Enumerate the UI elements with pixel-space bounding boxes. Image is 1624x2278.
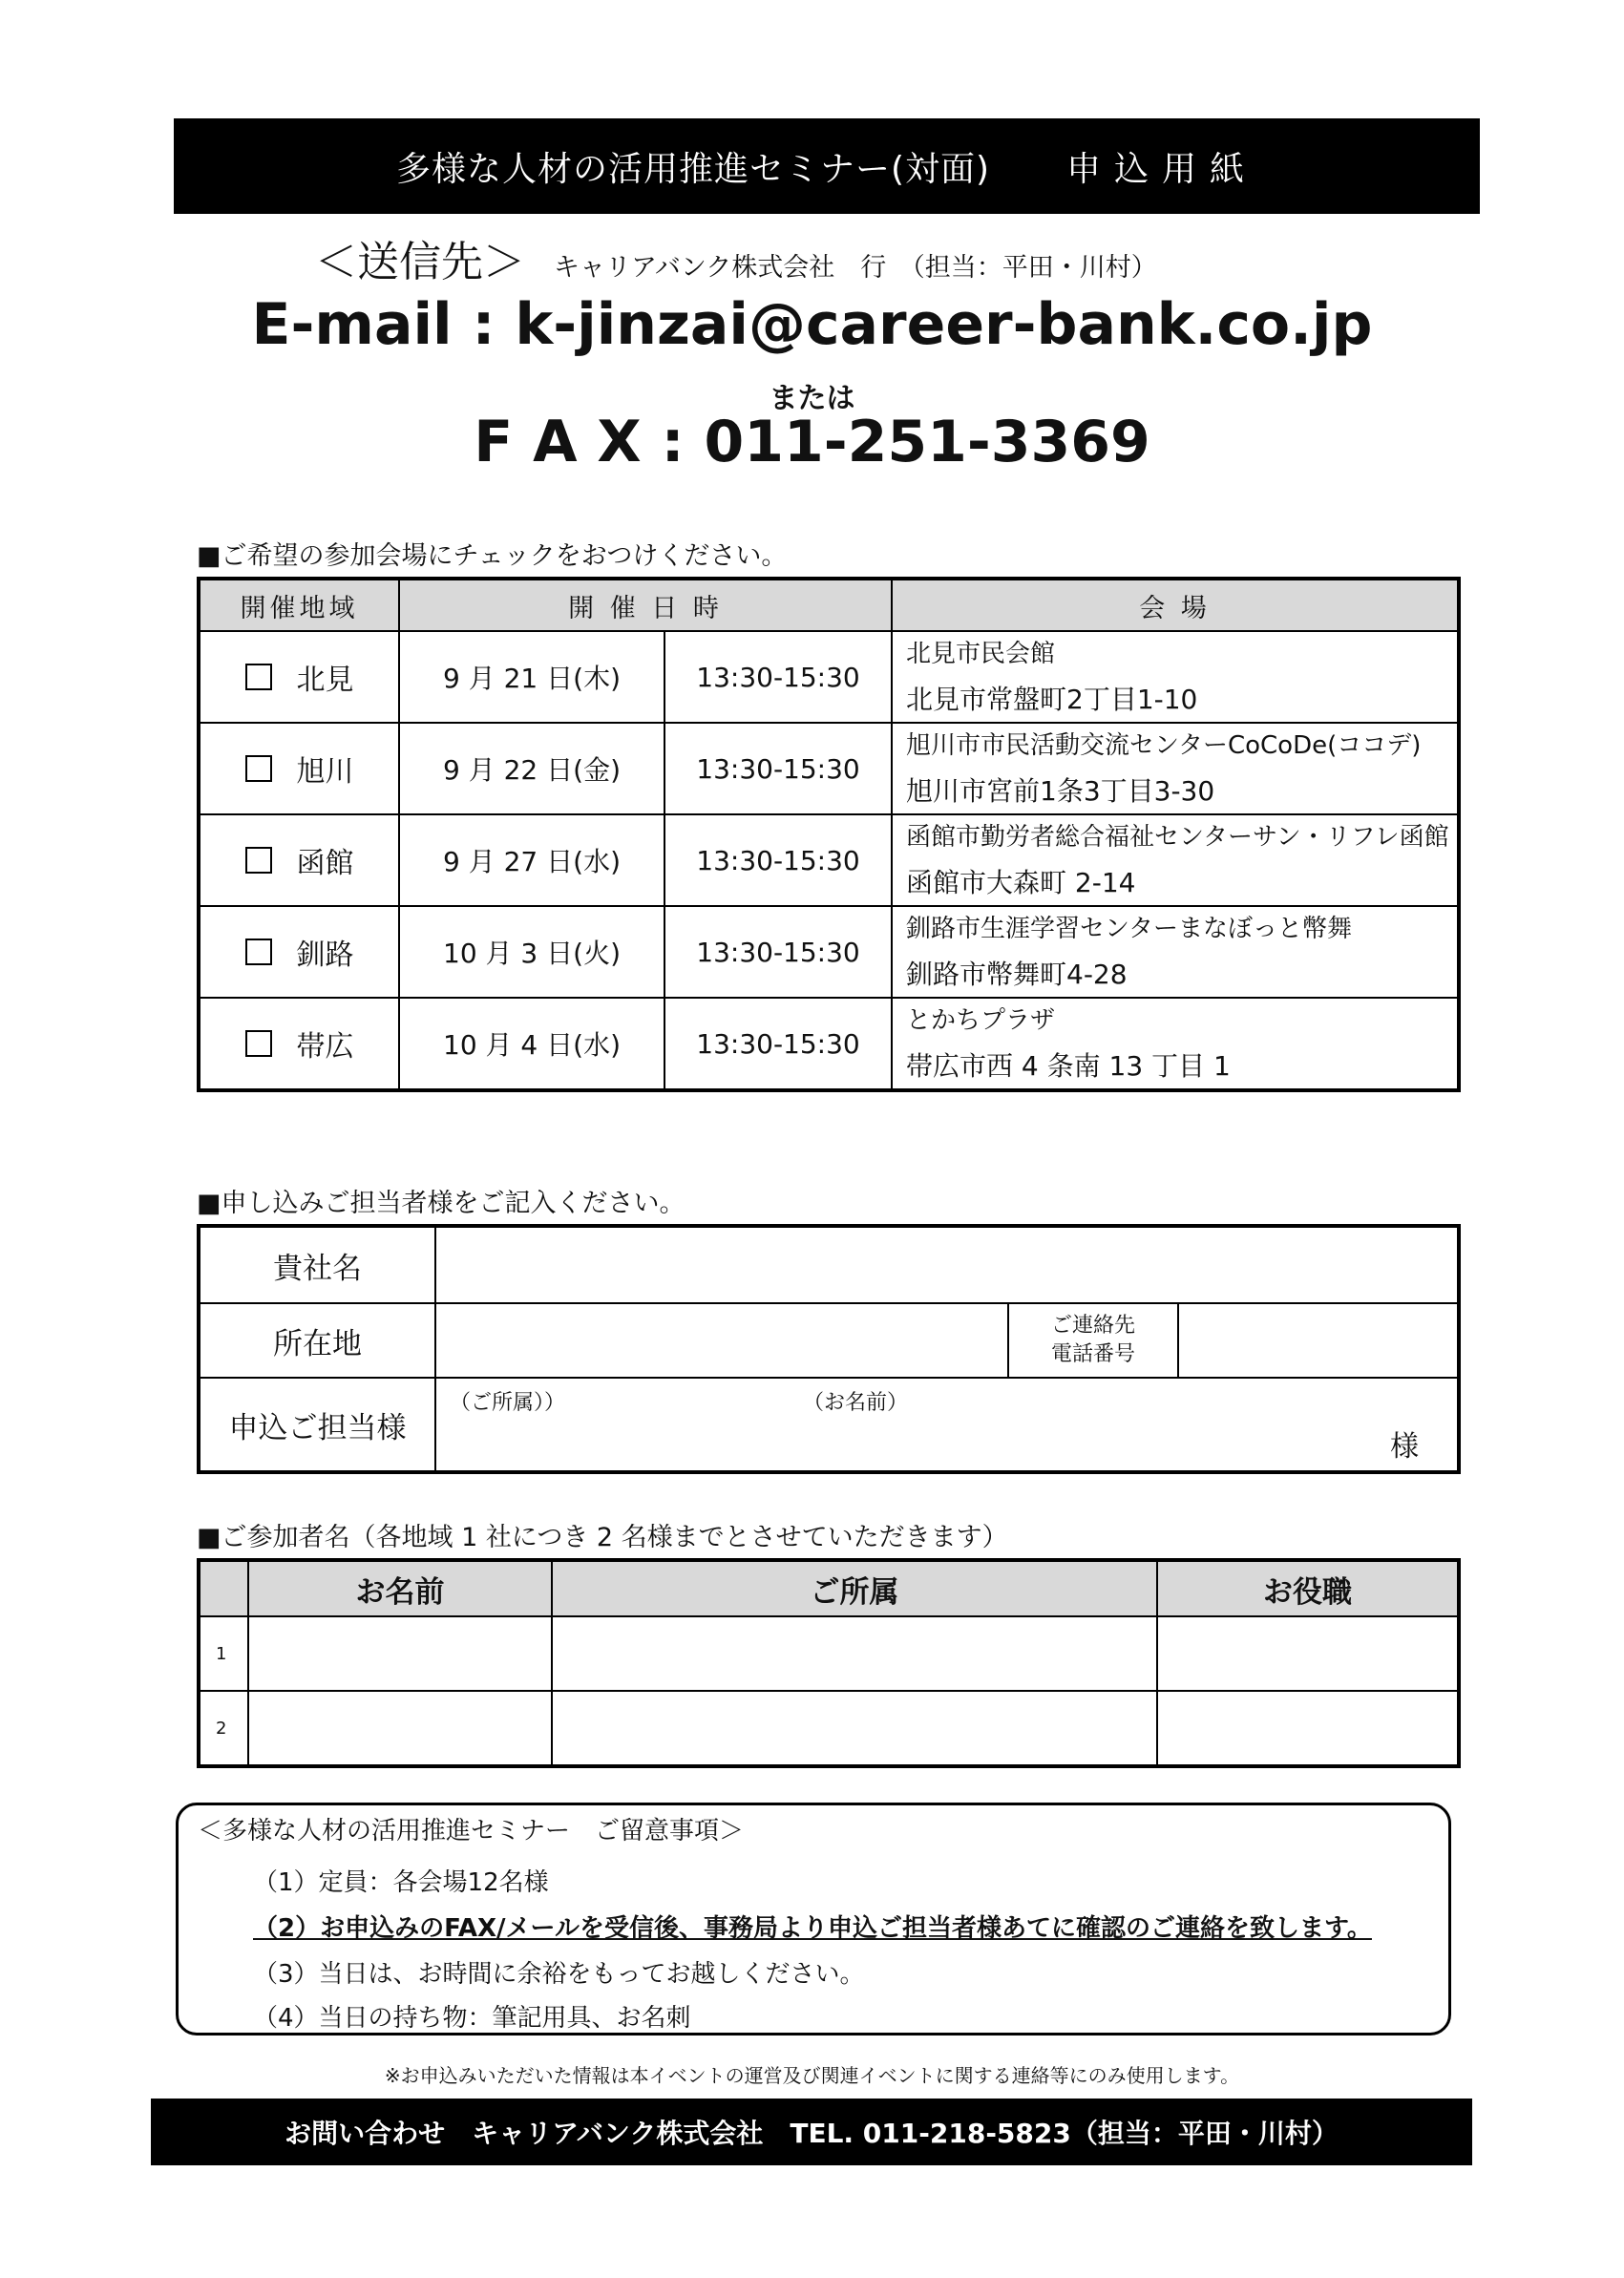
note-item: （4）当日の持ち物：筆記用具、お名刺 — [253, 2004, 691, 2033]
region-name: 帯広 — [296, 1030, 354, 1064]
row-number: 2 — [199, 1691, 248, 1766]
region-name: 函館 — [296, 847, 354, 880]
phone-input[interactable] — [1178, 1303, 1459, 1378]
person-input[interactable] — [435, 1378, 1459, 1472]
notes-heading: ＜多様な人材の活用推進セミナー ご留意事項＞ — [198, 1817, 745, 1846]
participant-row — [199, 1691, 1459, 1766]
event-time: 13:30-15:30 — [664, 998, 892, 1090]
venue-section-label: ■ご希望の参加会場にチェックをおつけください。 — [197, 541, 788, 571]
event-date: 9 月 22 日(金) — [399, 723, 664, 814]
event-time: 13:30-15:30 — [664, 906, 892, 998]
header-datetime: 開 催 日 時 — [399, 579, 892, 631]
footer-inquiry: お問い合わせ — [285, 2118, 446, 2149]
venue-checkbox-kushiro[interactable] — [245, 939, 272, 965]
send-to-label: ＜送信先＞ — [315, 238, 525, 286]
venue-address: 帯広市西 4 条南 13 丁目 1 — [906, 1050, 1231, 1082]
participant-name-input[interactable] — [248, 1616, 552, 1691]
venue-name: とかちプラザ — [906, 1006, 1056, 1035]
venue-name: 北見市民会館 — [906, 640, 1056, 668]
event-time: 13:30-15:30 — [664, 814, 892, 906]
contact-section-label: ■申し込みご担当者様をご記入ください。 — [197, 1189, 685, 1218]
header-region: 開催地域 — [199, 579, 399, 631]
participant-name-input[interactable] — [248, 1691, 552, 1766]
notes-box — [176, 1803, 1451, 2035]
venue-row — [199, 814, 1459, 906]
participants-section-label: ■ご参加者名（各地域 1 社につき 2 名様までとさせていただきます） — [197, 1523, 1008, 1552]
header-number — [199, 1560, 248, 1616]
venue-checkbox-kitami[interactable] — [245, 664, 272, 690]
header-name: お名前 — [248, 1560, 552, 1616]
participants-table — [197, 1558, 1461, 1768]
address-input[interactable] — [435, 1303, 1008, 1378]
event-date: 10 月 3 日(火) — [399, 906, 664, 998]
privacy-footnote: ※お申込みいただいた情報は本イベントの運営及び関連イベントに関する連絡等にのみ使用します。 — [384, 2064, 1240, 2087]
venue-address: 旭川市宮前1条3丁目3-30 — [906, 775, 1215, 807]
footer-tel: TEL. 011-218-5823（担当：平田・川村） — [790, 2118, 1339, 2149]
venue-address: 釧路市幣舞町4-28 — [906, 959, 1128, 990]
or-text: または — [769, 382, 855, 415]
title-bar — [174, 118, 1480, 214]
company-label: 貴社名 — [199, 1226, 435, 1303]
venue-row — [199, 723, 1459, 814]
venue-table — [197, 577, 1461, 1092]
company-input[interactable] — [435, 1226, 1459, 1303]
name-hint: （お名前） — [803, 1391, 909, 1415]
participant-row — [199, 1616, 1459, 1691]
venue-row — [199, 998, 1459, 1090]
person-label: 申込ご担当様 — [199, 1378, 435, 1472]
form-label: 申込用紙 — [1066, 149, 1258, 189]
venue-address: 函館市大森町 2-14 — [906, 867, 1136, 898]
venue-row — [199, 906, 1459, 998]
participant-dept-input[interactable] — [552, 1616, 1157, 1691]
venue-name: 釧路市生涯学習センターまなぼっと幣舞 — [906, 915, 1352, 943]
venue-address: 北見市常盤町2丁目1-10 — [906, 684, 1198, 715]
fax-line: F A X : 011-251-3369 — [474, 409, 1150, 475]
event-time: 13:30-15:30 — [664, 723, 892, 814]
note-item: （3）当日は、お時間に余裕をもってお越しください。 — [253, 1960, 865, 1989]
participant-position-input[interactable] — [1157, 1616, 1459, 1691]
venue-header-row — [199, 579, 1459, 631]
venue-checkbox-obihiro[interactable] — [245, 1030, 272, 1057]
email-line: E-mail : k-jinzai@career-bank.co.jp — [251, 291, 1373, 358]
footer-company: キャリアバンク株式会社 — [472, 2118, 764, 2149]
header-dept: ご所属 — [552, 1560, 1157, 1616]
venue-checkbox-asahikawa[interactable] — [245, 755, 272, 782]
event-date: 9 月 21 日(木) — [399, 631, 664, 723]
page-title: 多様な人材の活用推進セミナー(対面) — [395, 149, 991, 189]
dept-hint: （ご所属）） — [450, 1391, 566, 1415]
venue-name: 旭川市市民活動交流センターCoCoDe(ココデ) — [906, 731, 1422, 760]
participant-dept-input[interactable] — [552, 1691, 1157, 1766]
venue-name: 函館市勤労者総合福祉センターサン・リフレ函館 — [906, 823, 1449, 852]
note-item: （1）定員：各会場12名様 — [253, 1868, 549, 1897]
region-name: 釧路 — [296, 939, 354, 972]
send-to-company: キャリアバンク株式会社 行 （担当：平田・川村） — [554, 253, 1157, 283]
contact-table — [197, 1224, 1461, 1474]
region-name: 旭川 — [296, 755, 354, 789]
honorific: 様 — [1390, 1430, 1419, 1464]
note-item: （2）お申込みのFAX/メールを受信後、事務局より申込ご担当者様あてに確認のご連絡を致します。 — [253, 1914, 1372, 1943]
row-number: 1 — [199, 1616, 248, 1691]
region-name: 北見 — [296, 664, 354, 697]
participant-position-input[interactable] — [1157, 1691, 1459, 1766]
event-date: 9 月 27 日(水) — [399, 814, 664, 906]
phone-label-line2: 電話番号 — [1050, 1342, 1135, 1366]
footer-bar — [151, 2099, 1472, 2165]
event-time: 13:30-15:30 — [664, 631, 892, 723]
phone-label-line1: ご連絡先 — [1050, 1314, 1135, 1338]
event-date: 10 月 4 日(水) — [399, 998, 664, 1090]
address-label: 所在地 — [199, 1303, 435, 1378]
send-to — [315, 227, 1157, 288]
header-position: お役職 — [1157, 1560, 1459, 1616]
header-venue: 会 場 — [892, 579, 1459, 631]
phone-label — [1008, 1303, 1178, 1378]
venue-row — [199, 631, 1459, 723]
venue-checkbox-hakodate[interactable] — [245, 847, 272, 874]
